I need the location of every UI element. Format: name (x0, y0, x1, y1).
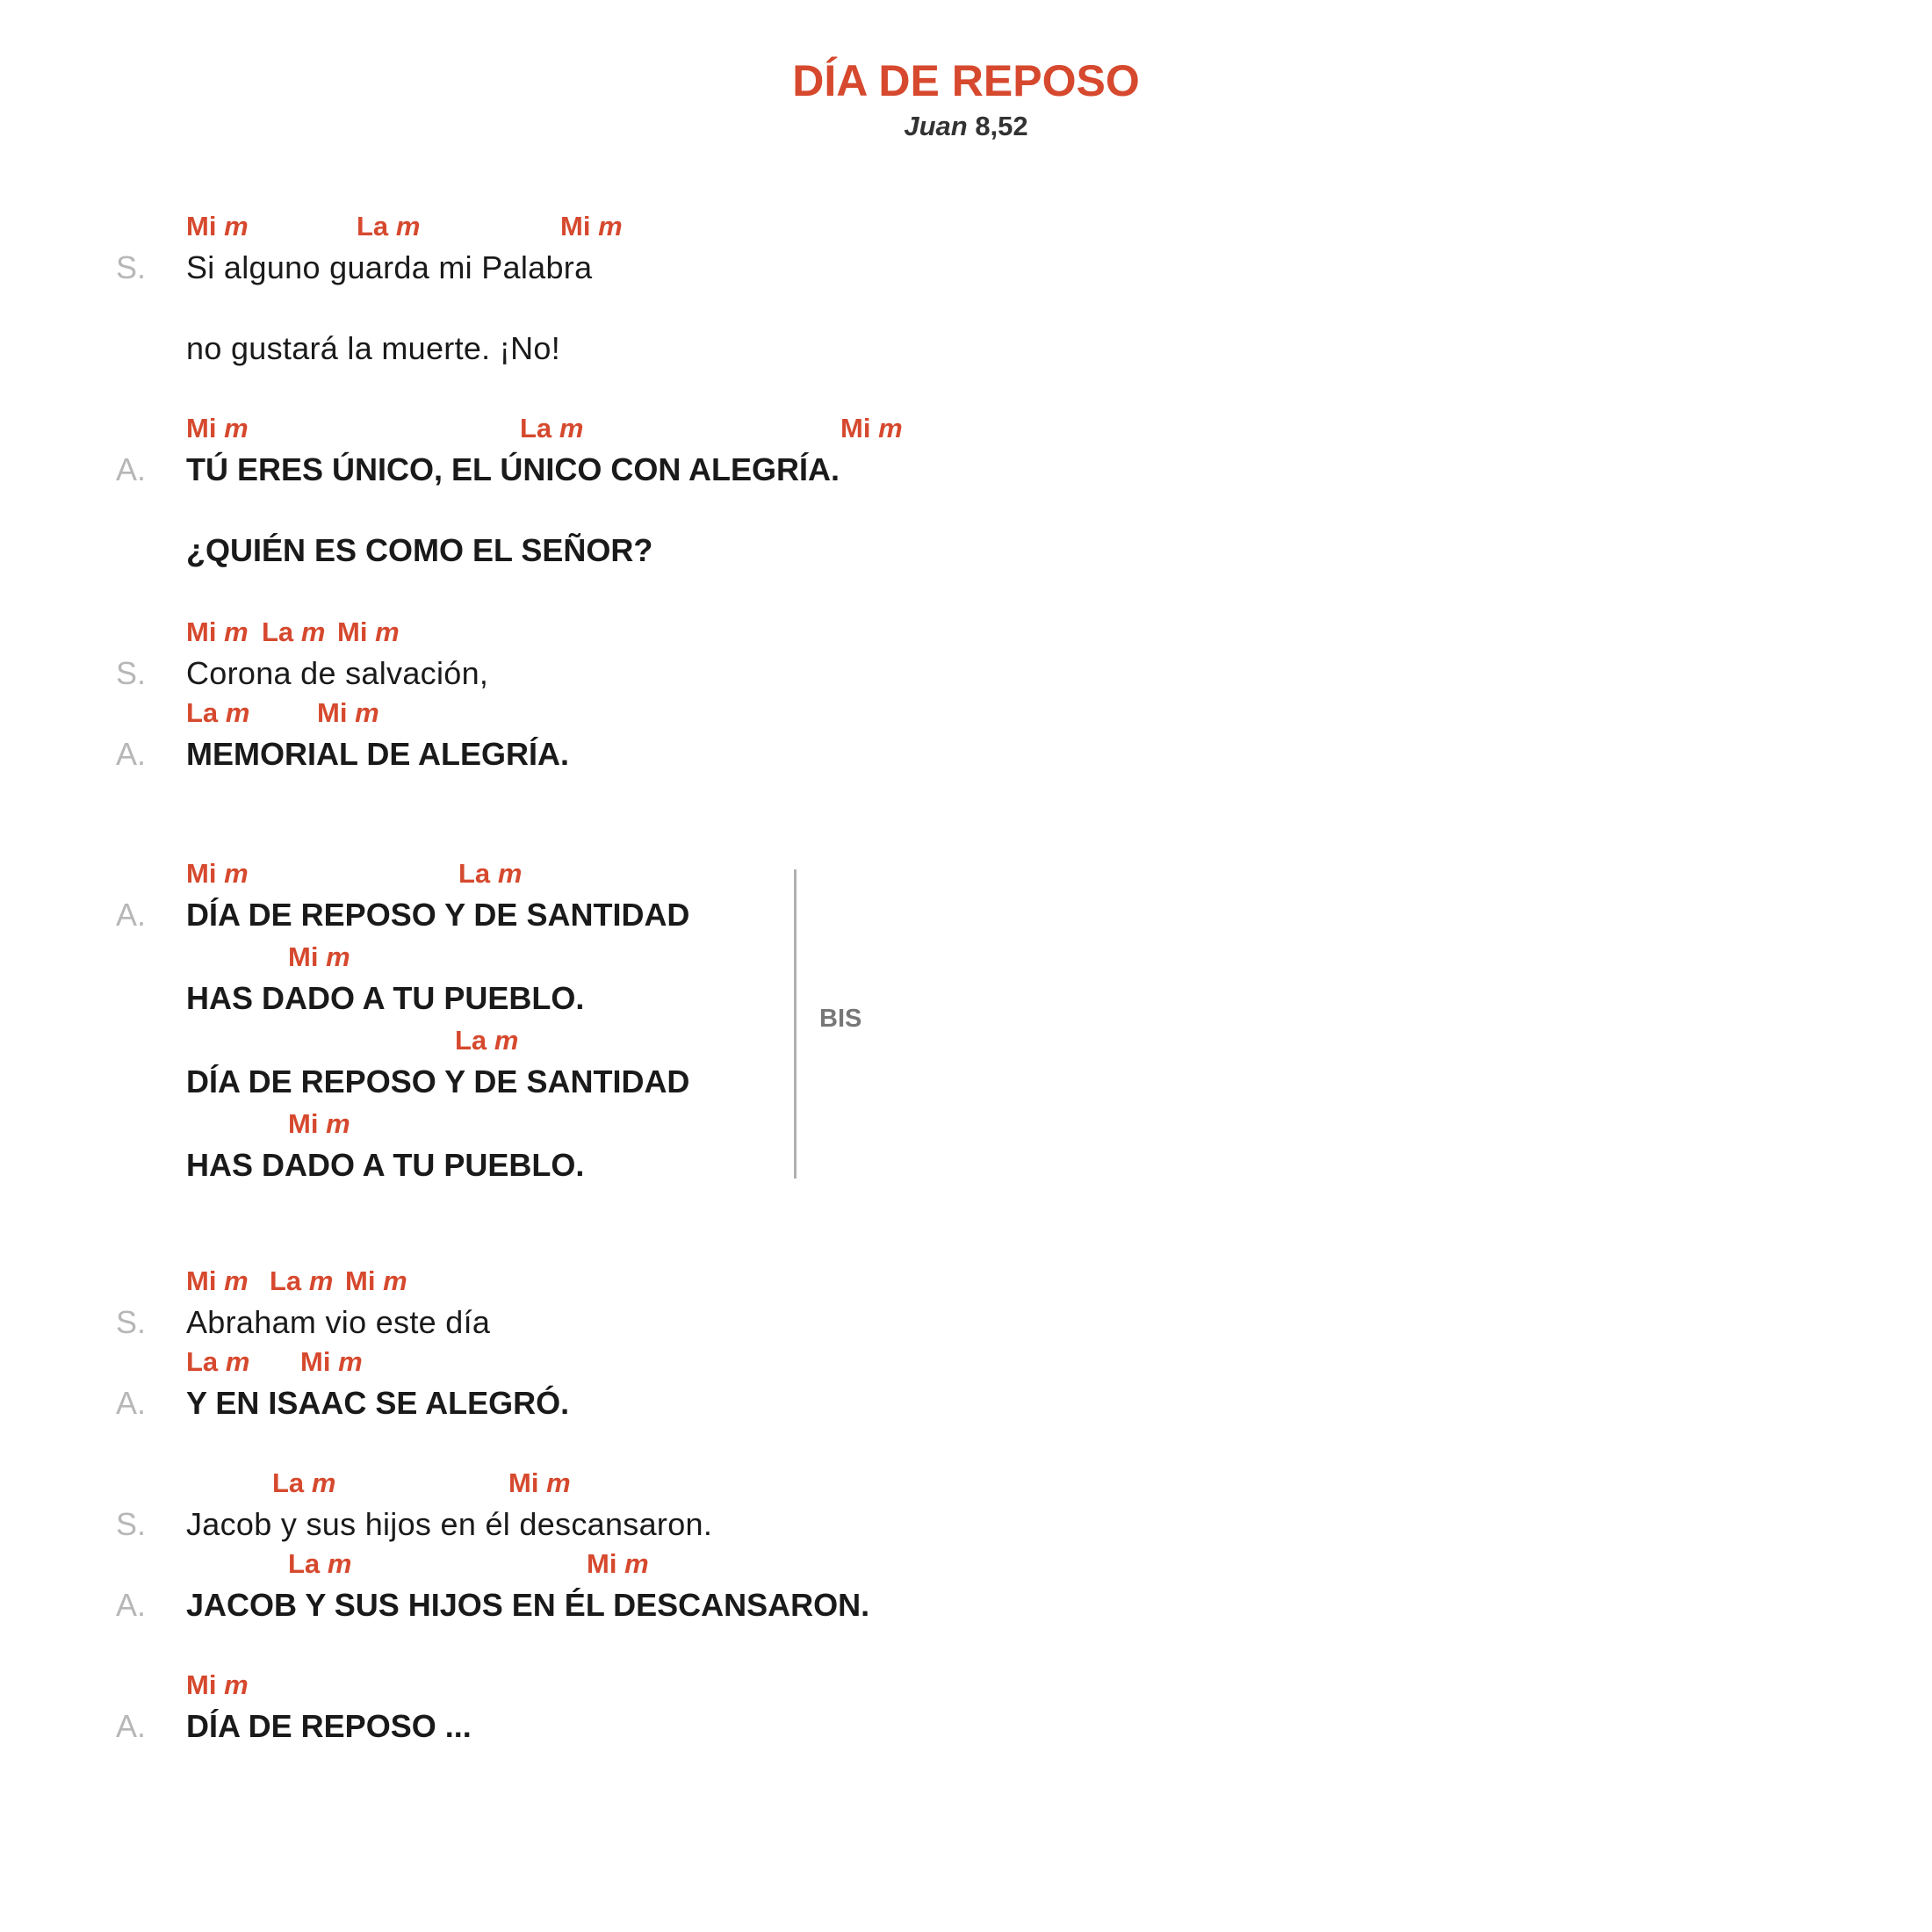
chord (337, 615, 400, 650)
chord-row (186, 1668, 1932, 1703)
chord-root: La (270, 1265, 302, 1296)
lyric-text: Jacob y sus hijos en él descansaron. (186, 1506, 713, 1542)
lyric-text: MEMORIAL DE ALEGRÍA. (186, 736, 570, 772)
verse-line (0, 696, 1932, 778)
chord-root: Mi (300, 1346, 331, 1377)
chord-quality: m (300, 616, 326, 647)
chord (186, 856, 249, 891)
chord-quality: m (497, 858, 523, 889)
lyric-text: DÍA DE REPOSO Y DE SANTIDAD (186, 897, 690, 933)
chord-row (186, 615, 1932, 650)
chord (186, 696, 249, 731)
chord-row (186, 1264, 1932, 1299)
chord-root: La (455, 1025, 487, 1056)
chord-row (186, 696, 1932, 731)
chord (455, 1023, 518, 1058)
chord (560, 209, 623, 244)
scripture-reference (0, 111, 1932, 142)
chord-root: Mi (288, 941, 319, 972)
chord (357, 209, 420, 244)
chord-quality: m (311, 1467, 336, 1498)
verse-line (0, 325, 1932, 372)
part-marker: A. (116, 736, 147, 772)
verse-line (0, 615, 1932, 697)
chord-root: Mi (288, 1108, 319, 1139)
part-marker: S. (116, 1506, 147, 1542)
verse-line (0, 1668, 1932, 1750)
lyric-text: HAS DADO A TU PUEBLO. (186, 980, 585, 1016)
lyric-text: JACOB Y SUS HIJOS EN ÉL DESCANSARON. (186, 1587, 870, 1623)
lyric-text: HAS DADO A TU PUEBLO. (186, 1147, 585, 1183)
chord-row (186, 856, 1932, 891)
verse-line (0, 209, 1932, 292)
chord (345, 1264, 407, 1299)
part-marker: A. (116, 1708, 147, 1744)
chord-quality: m (224, 211, 249, 242)
verse-line (0, 1264, 1932, 1346)
verse-line (0, 1344, 1932, 1427)
part-marker: A. (116, 897, 147, 933)
lyric-text: Corona de salvación, (186, 655, 489, 691)
chord-root: La (357, 211, 389, 242)
lyric-text: ¿QUIÉN ES COMO EL SEÑOR? (186, 532, 653, 568)
chord (317, 696, 379, 731)
chord-root: Mi (186, 616, 217, 647)
chord-quality: m (308, 1265, 334, 1296)
chord-root: Mi (345, 1265, 376, 1296)
chord-root: La (186, 1346, 219, 1377)
chord-root: La (288, 1548, 321, 1579)
lyric-text: Si alguno guarda mi Palabra (186, 249, 593, 285)
chord-quality: m (598, 211, 623, 242)
chord-quality: m (224, 616, 249, 647)
chord-root: Mi (186, 1265, 217, 1296)
lyric-text: Abraham vio este día (186, 1304, 491, 1340)
chord-root: Mi (186, 211, 217, 242)
chord-quality: m (624, 1548, 649, 1579)
chord-quality: m (375, 616, 400, 647)
verse-line (0, 1546, 1932, 1629)
chord-quality: m (546, 1467, 571, 1498)
chord-quality: m (559, 413, 584, 443)
verse-line (0, 1023, 1932, 1106)
chord-root: Mi (560, 211, 591, 242)
part-marker: A. (116, 1385, 147, 1421)
chord (272, 1466, 335, 1501)
chord-quality: m (383, 1265, 407, 1296)
verse-line (0, 1107, 1932, 1189)
part-marker: A. (116, 1587, 147, 1623)
chord (288, 1107, 350, 1142)
chord-quality: m (224, 858, 249, 889)
lyric-text: no gustará la muerte. ¡No! (186, 330, 561, 366)
chord-quality: m (225, 697, 250, 728)
chord-row (186, 1546, 1932, 1582)
chord-row (186, 1466, 1932, 1501)
chord-quality: m (327, 1548, 352, 1579)
chord (520, 411, 583, 446)
chord-root: Mi (186, 1669, 217, 1700)
verse-line (0, 940, 1932, 1022)
verse-line (0, 527, 1932, 574)
chord (186, 209, 249, 244)
chord-root: La (262, 616, 294, 647)
chord-quality: m (224, 413, 249, 443)
chord-root: La (458, 858, 491, 889)
chord (587, 1546, 649, 1582)
chord-quality: m (878, 413, 903, 443)
verse-line (0, 411, 1932, 494)
chord (288, 940, 350, 975)
repeat-label: BIS (819, 1005, 862, 1033)
repeat-bracket (794, 869, 797, 1179)
chord (288, 1546, 351, 1582)
part-marker: S. (116, 1304, 147, 1340)
chord-root: La (186, 697, 219, 728)
chord-quality: m (494, 1025, 519, 1056)
reference-book: Juan (904, 111, 968, 141)
lyric-text: DÍA DE REPOSO ... (186, 1708, 472, 1744)
reference-verse: 8,52 (975, 111, 1028, 141)
chord-root: Mi (587, 1548, 617, 1579)
chord (186, 615, 249, 650)
chord (508, 1466, 571, 1501)
chord-root: Mi (337, 616, 368, 647)
chord (300, 1344, 363, 1380)
chord (186, 1344, 249, 1380)
chord-quality: m (326, 1108, 350, 1139)
lyric-text: TÚ ERES ÚNICO, EL ÚNICO CON ALEGRÍA. (186, 451, 840, 487)
part-marker: A. (116, 451, 147, 487)
chord-row (186, 209, 1932, 244)
chord-root: Mi (840, 413, 871, 443)
chord-root: Mi (186, 413, 217, 443)
chord-quality: m (355, 697, 379, 728)
lyric-text: Y EN ISAAC SE ALEGRÓ. (186, 1385, 570, 1421)
chord-row (186, 940, 1932, 975)
chord (840, 411, 903, 446)
chord-quality: m (224, 1669, 249, 1700)
chord (186, 1264, 249, 1299)
chord-root: La (272, 1467, 305, 1498)
chord-quality: m (224, 1265, 249, 1296)
part-marker: S. (116, 655, 147, 691)
verse-line (0, 856, 1932, 939)
chord (262, 615, 325, 650)
chord-row (186, 411, 1932, 446)
chord-root: La (520, 413, 552, 443)
verse-line (0, 1466, 1932, 1548)
chord-quality: m (225, 1346, 250, 1377)
chord-row (186, 1344, 1932, 1380)
chord-row (186, 1023, 1932, 1058)
chord-root: Mi (317, 697, 348, 728)
part-marker: S. (116, 249, 147, 285)
chord-root: Mi (186, 858, 217, 889)
chord-row (186, 1107, 1932, 1142)
chord-quality: m (326, 941, 350, 972)
chord (270, 1264, 333, 1299)
chord-root: Mi (508, 1467, 539, 1498)
chord (458, 856, 522, 891)
lyric-text: DÍA DE REPOSO Y DE SANTIDAD (186, 1063, 690, 1099)
chord-quality: m (395, 211, 421, 242)
chord (186, 411, 249, 446)
chord-quality: m (338, 1346, 363, 1377)
song-title: DÍA DE REPOSO (792, 56, 1140, 105)
chord (186, 1668, 249, 1703)
